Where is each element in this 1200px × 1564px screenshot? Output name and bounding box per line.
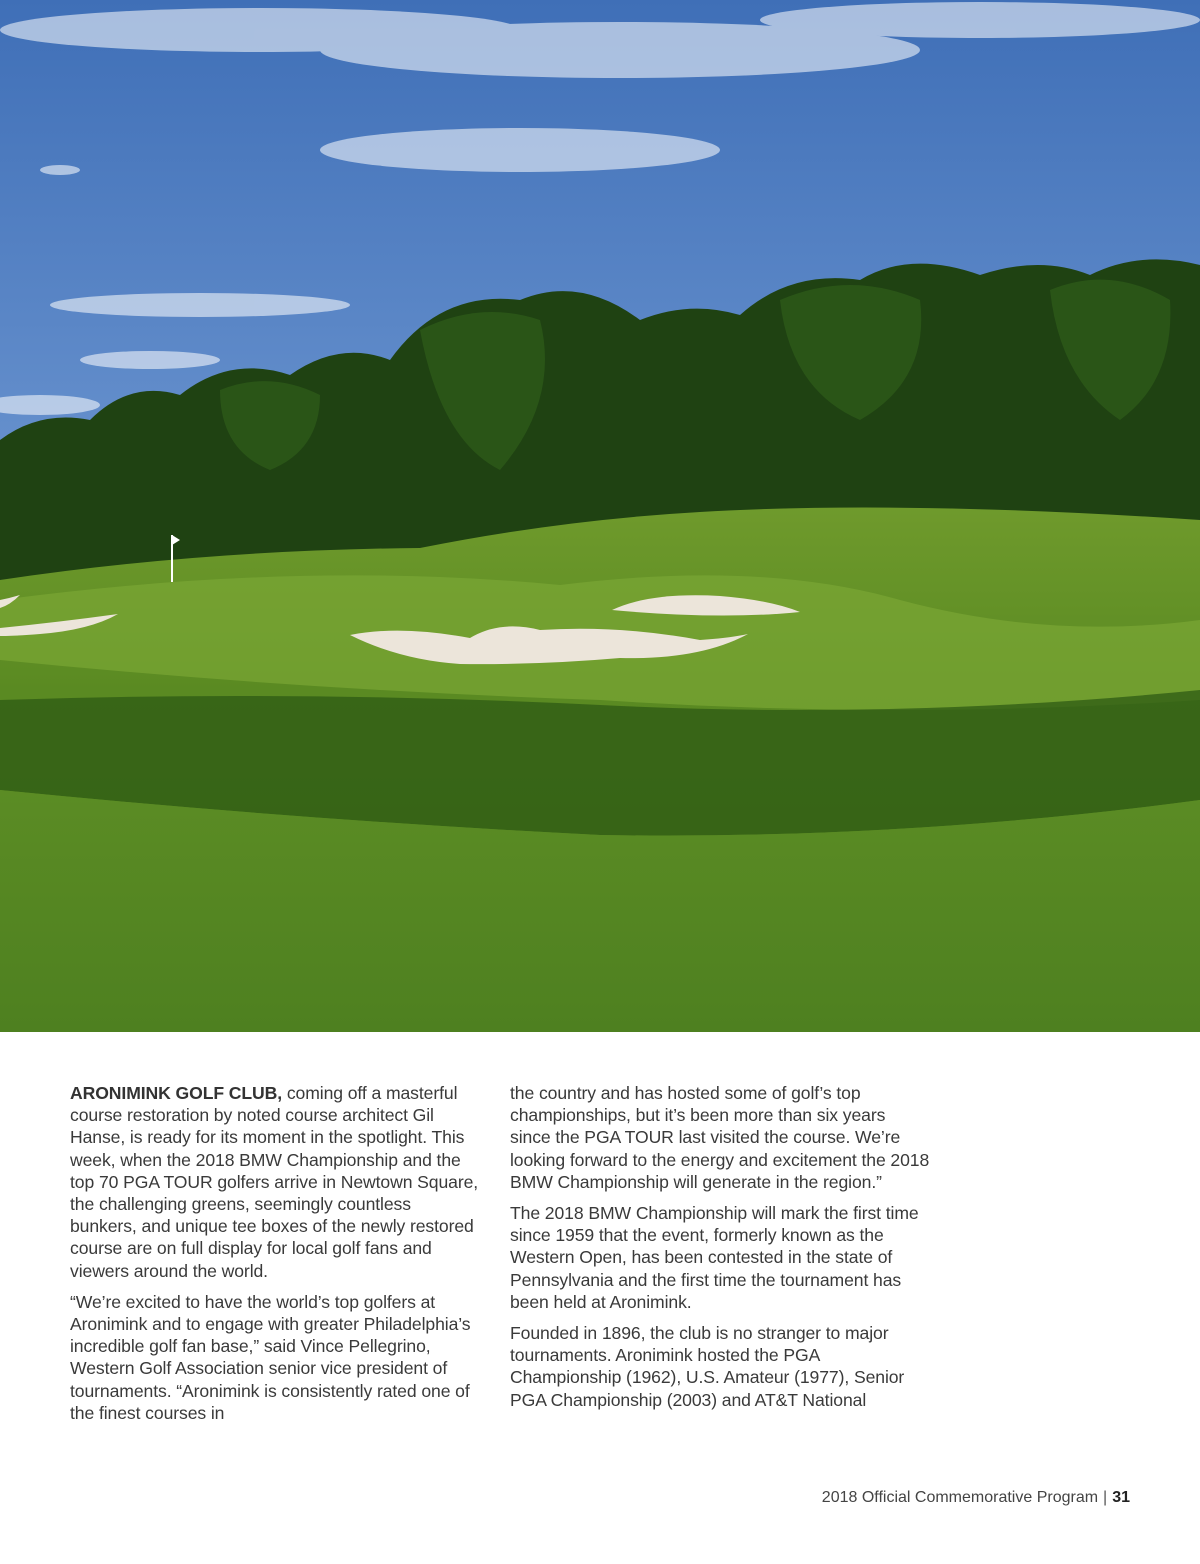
paragraph-text: coming off a masterful course restoration by noted course architect Gil Hanse, is ready for its moment in the spotlight. This week, when the 2018 BMW Championship and the top 70 PGA TOUR golfers arrive in Newtown Square, the challenging greens, seemingly countless bunkers, and unique tee boxes of the newly restored course are on full display for local golf fans and viewers around the world. <box>70 1083 479 1281</box>
lead-in: ARONIMINK GOLF CLUB, <box>70 1083 283 1103</box>
publication-title: 2018 Official Commemorative Program <box>821 1489 1099 1506</box>
paragraph: “We’re excited to have the world’s top golfers at Aronimink and to engage with greater Philadelphia’s incredible golf fan base,” said Vince Pellegrino, Western Golf Association senior vice president of tournaments. “Aronimink is consistently rated one of the finest courses in <box>70 1291 471 1423</box>
page-footer <box>822 1489 1130 1507</box>
paragraph <box>70 1082 480 1282</box>
footer-separator: | <box>1103 1489 1108 1506</box>
article-column-2 <box>510 1082 930 1420</box>
paragraph: Founded in 1896, the club is no stranger to major tournaments. Aronimink hosted the PGA Championship (1962), U.S. Amateur (1977), Senior PGA Championship (2003) and AT&T National <box>510 1323 905 1410</box>
paragraph: The 2018 BMW Championship will mark the first time since 1959 that the event, formerly known as the Western Open, has been contested in the state of Pennsylvania and the first time the tournament has been held at Aronimink. <box>510 1203 919 1312</box>
page-number: 31 <box>1112 1489 1130 1506</box>
article-column-1 <box>70 1082 480 1433</box>
paragraph: the country and has hosted some of golf’s top championships, but it’s been more than six years since the PGA TOUR last visited the course. We’re looking forward to the energy and excitement the 2018 BMW Championship will generate in the region.” <box>510 1083 930 1192</box>
